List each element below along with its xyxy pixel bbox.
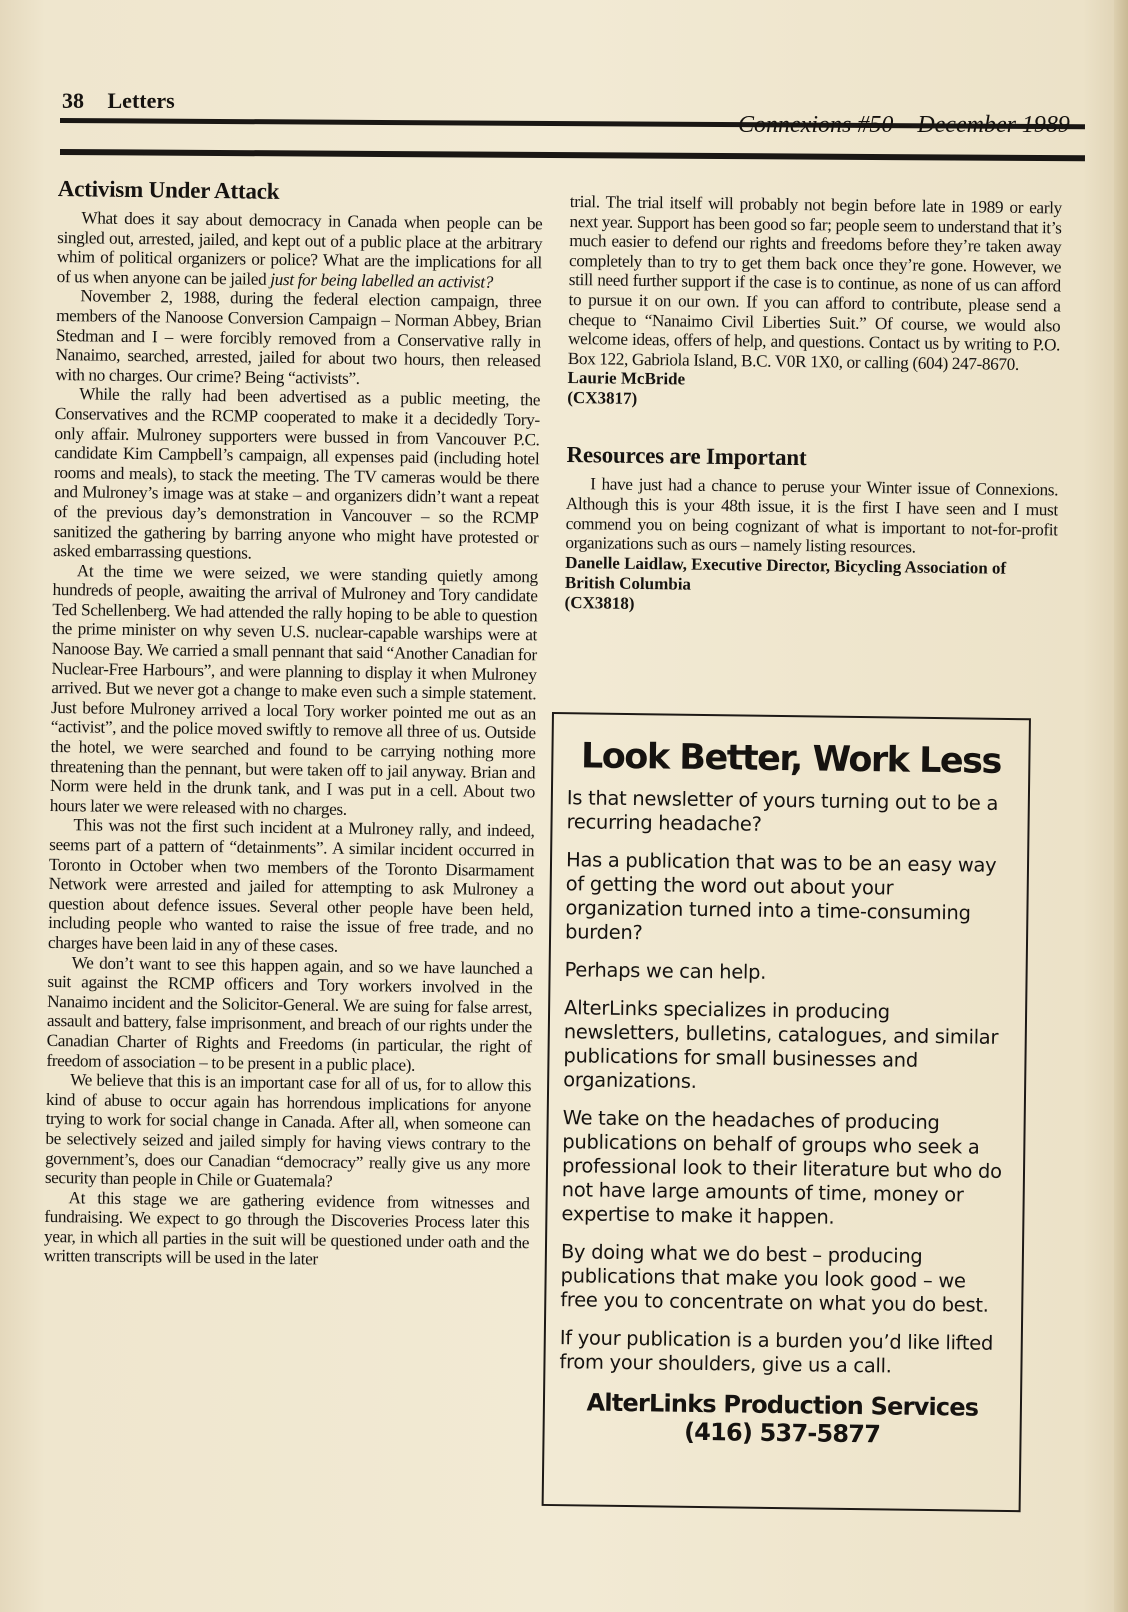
section-name: Letters: [107, 88, 175, 113]
page-header-left: [62, 88, 193, 114]
letter-author: Laurie McBride: [567, 368, 686, 389]
ad-paragraph: We take on the headaches of producing publications on behalf of groups who seek a professional look to their literature but who do not have large amounts of time, money or expertise to make it happen.: [561, 1106, 1002, 1229]
right-column: [564, 192, 1061, 619]
article-paragraph: We don’t want to see this happen again, and so we have launched a suit against the RCMP officers and Tory workers involved in the Nanaimo incident and the Solicitor-General. We are suing for false arrest, assault and battery, false imprisonment, and breach of our rights under the Canadian Charter of Rights and Freedoms (in particular, the right of freedom of association – to be present in a public place).: [46, 952, 533, 1075]
article-title: Activism Under Attack: [57, 176, 280, 204]
paragraph-text: What does it say about democracy in Canada when people can be singled out, arrested, jailed, and kept out of a public place at the arbitrary whim of political organizers or police? What are the implications for all of us when anyone can be jailed: [56, 208, 543, 289]
ad-body: [545, 776, 1028, 1380]
ad-paragraph: Is that newsletter of yours turning out to be a recurring headache?: [566, 786, 999, 836]
ad-headline: Look Better, Work Less: [580, 736, 1002, 782]
letter-code: (CX3817): [567, 388, 638, 409]
ad-paragraph: Perhaps we can help.: [564, 958, 767, 984]
article-paragraph: I have just had a chance to peruse your Winter issue of Connexions. Although this is your 48th issue, it is the first I have seen and I must commend you on being cognizant of what is important to not-for-profit organizations such as ours – namely listing resources.: [565, 474, 1059, 557]
letter-code: (CX3818): [564, 592, 635, 613]
ad-paragraph: Has a publication that was to be an easy way of getting the word out about your organization turned into a time-consuming burden?: [564, 848, 997, 945]
advertisement-box: [542, 712, 1031, 1512]
page-edge: [1114, 0, 1128, 1612]
letter-author: Danelle Laidlaw, Executive Director, Bicycling Association of British Columbia: [564, 552, 1007, 594]
header-rule-bottom: [60, 149, 1085, 161]
article-paragraph: [57, 208, 543, 293]
ad-paragraph: If your publication is a burden you’d like lifted from your shoulders, give us a call.: [559, 1326, 994, 1378]
page-number: 38: [62, 88, 84, 113]
ad-phone: (416) 537-5877: [683, 1417, 881, 1449]
article-paragraph: At the time we were seized, we were standing quietly among hundreds of people, awaiting the arrival of Mulroney and Tory candidate Ted Schellenberg. We had attended the rally hoping to be able to question the prime minister on why seven U.S. nuclear-capable warships were at Nanoose Bay. We carried a small pennant that said “Another Canadian for Nuclear-Free Harbours”, and were planning to display it when Mulroney arrived. But we never got a change to make even such a simple statement. Just before Mulroney arrived a local Tory worker pointed me out as an “activist”, and the police moved swiftly to remove all three of us. Outside the hotel, we were searched and found to be carrying nothing more threatening than the pennant, but were taken off to jail anyway. Brian and Norm were held in the drunk tank, and I was put in a cell. About two hours later we were released with no charges.: [49, 560, 538, 819]
publication-title: Connexions #50 – December 1989: [738, 112, 1070, 138]
left-column: [44, 176, 543, 1272]
article-continuation: trial. The trial itself will probably not begin before late in 1989 or early next year. Support has been good so far; people seem to understand that it’s much easier to defend our rights and freedoms before they’re taken away completely than to try to get them back once they’re gone. However, we still need further support if the case is to continue, as none of us can afford to pursue it on our own. If you can afford to contribute, please send a cheque to “Nanaimo Civil Liberties Suit.” Of course, we would also welcome ideas, offers of help, and questions. Contact us by writing to P.O. Box 122, Gabriola Island, B.C. V0R 1X0, or calling (604) 247-8670.: [567, 192, 1062, 374]
ad-paragraph: AlterLinks specializes in producing newsletters, bulletins, catalogues, and similar publications for small businesses and organizations.: [563, 996, 999, 1093]
ad-paragraph: By doing what we do best – producing publications that make you look good – we free you to concentrate on what you do best.: [560, 1240, 989, 1317]
article-paragraph: At this stage we are gathering evidence from witnesses and fundraising. We expect to go through the Discoveries Process later this year, in which all parties in the suit will be questioned under oath and the written transcripts will be used in the later: [43, 1187, 530, 1269]
ad-company: AlterLinks Production Services: [586, 1388, 979, 1422]
article-title: Resources are Important: [566, 442, 807, 471]
article-paragraph: While the rally had been advertised as a public meeting, the Conservatives and the RCMP cooperated to make it a decidedly Tory-only affair. Mulroney supporters were bussed in from Vancouver P.C. candidate Kim Campbell’s campaign, all expenses paid (including hotel rooms and meals), to stack the meeting. The TV cameras would be there and Mulroney’s image was at stake – and organizers didn’t want a repeat of the previous day’s demonstration in Vancouver – so the RCMP sanitized the gathering by barring anyone who might have protested or asked embarrassing questions.: [52, 384, 541, 563]
article-paragraph: November 2, 1988, during the federal election campaign, three members of the Nanoose Conversion Campaign – Norman Abbey, Brian Stedman and I – were forcibly removed from a Conservative rally in Nanaimo, searched, arrested, jailed for about two hours, then released with no charges. Our crime? Being “activists”.: [55, 286, 542, 388]
italic-text: just for being labelled an activist?: [270, 269, 494, 292]
article-paragraph: We believe that this is an important case for all of us, for to allow this kind of abuse to occur again has horrendous implications for anyone trying to work for social change in Canada. After all, when someone can be selectively seized and jailed simply for having views contrary to the government’s, does our Canadian “democracy” really give us any more security than people in Chile or Guatemala?: [44, 1070, 532, 1191]
article-paragraph: This was not the first such incident at a Mulroney rally, and indeed, seems part of a pattern of “detainments”. A similar incident occurred in Toronto in October when two members of the Toronto Disarmament Network were arrested and jailed for attempting to ask Mulroney a question about defence issues. Several other people have been held, including people who wanted to raise the issue of free trade, and no charges have been laid in any of these cases.: [47, 815, 535, 956]
